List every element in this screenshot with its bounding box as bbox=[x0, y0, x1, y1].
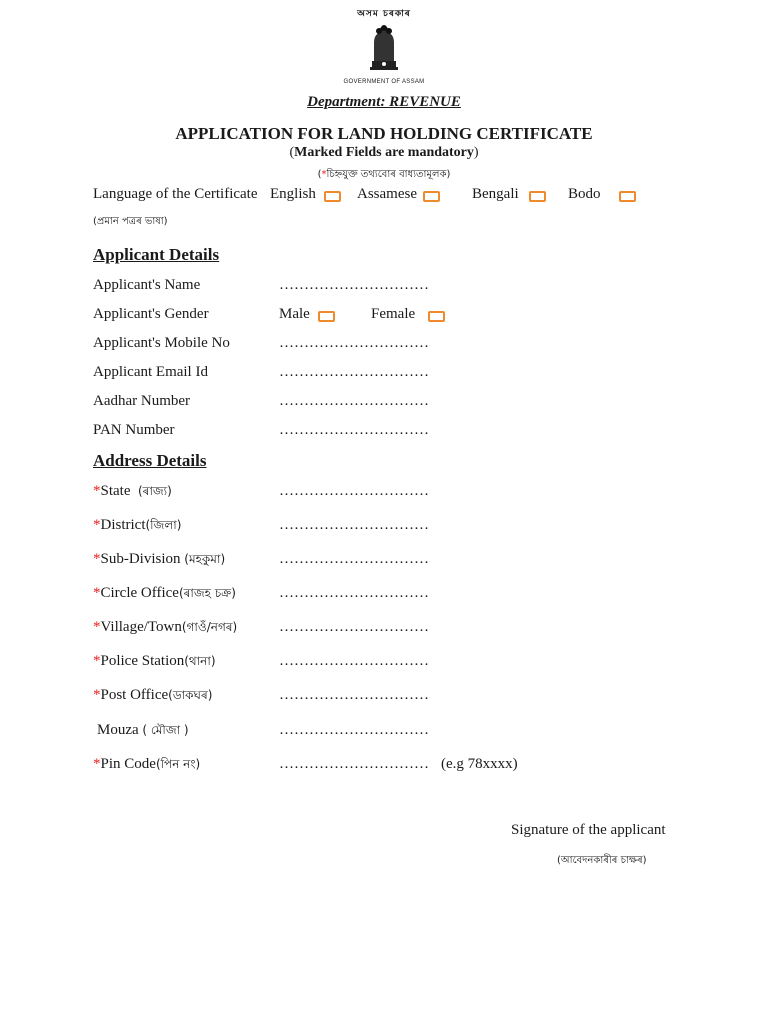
state-label-text: State bbox=[100, 483, 131, 499]
circle-office-label bbox=[93, 585, 236, 605]
mandatory-note-assamese bbox=[0, 167, 768, 184]
gender-female-checkbox[interactable] bbox=[428, 311, 445, 322]
sub-division-label-assamese: (মহকুমা) bbox=[184, 552, 226, 566]
department-heading: Department: REVENUE bbox=[307, 94, 461, 110]
applicant-mobile-label: Applicant's Mobile No bbox=[93, 335, 230, 351]
applicant-gender-label: Applicant's Gender bbox=[93, 306, 209, 322]
mouza-label-assamese: ( মৌজা ) bbox=[142, 723, 189, 737]
language-option-english: English bbox=[270, 186, 316, 202]
village-town-label-assamese: (গাওঁ/নগৰ) bbox=[181, 620, 238, 634]
village-town-label bbox=[93, 619, 237, 639]
state-label bbox=[93, 483, 172, 503]
pin-code-label-text: Pin Code bbox=[100, 756, 156, 772]
address-details-heading: Address Details bbox=[93, 451, 207, 470]
district-field[interactable]: ………………………… bbox=[279, 517, 429, 533]
required-star: * bbox=[93, 756, 101, 772]
signature-label-assamese: (আবেদনকাৰীৰ চাক্ষৰ) bbox=[557, 855, 647, 866]
required-star: * bbox=[93, 687, 101, 703]
language-option-bodo: Bodo bbox=[568, 186, 601, 202]
gender-option-male: Male bbox=[279, 306, 310, 322]
mandatory-open-paren: ( bbox=[289, 145, 295, 160]
post-office-label-assamese: (ডাকঘৰ) bbox=[168, 688, 213, 702]
sub-division-field[interactable]: ………………………… bbox=[279, 551, 429, 567]
required-star: * bbox=[321, 169, 327, 180]
village-town-label-text: Village/Town bbox=[100, 619, 182, 635]
police-station-label-assamese: (থানা) bbox=[184, 654, 216, 668]
applicant-name-field[interactable]: ………………………… bbox=[279, 277, 429, 293]
mouza-label bbox=[97, 722, 189, 742]
aadhar-number-field[interactable]: ………………………… bbox=[279, 393, 429, 409]
sub-division-label bbox=[93, 551, 225, 571]
aadhar-number-label: Aadhar Number bbox=[93, 393, 191, 409]
pin-code-hint: (e.g 78xxxx) bbox=[441, 756, 518, 772]
applicant-email-label: Applicant Email Id bbox=[93, 364, 208, 380]
mouza-field[interactable]: ………………………… bbox=[279, 722, 429, 738]
mandatory-as-open-paren: ( bbox=[317, 169, 322, 180]
required-star: * bbox=[93, 585, 101, 601]
circle-office-label-assamese: (ৰাজহ চক্ৰ) bbox=[178, 586, 236, 600]
language-label: Language of the Certificate bbox=[93, 186, 258, 202]
circle-office-label-text: Circle Office bbox=[100, 585, 179, 601]
government-emblem bbox=[340, 6, 428, 85]
mandatory-as-text: চিহ্নযুক্ত তথ্যবোৰ বাধ্যতামূলক bbox=[326, 169, 447, 180]
required-star: * bbox=[93, 653, 101, 669]
language-option-assamese: Assamese bbox=[357, 186, 417, 202]
police-station-label bbox=[93, 653, 216, 673]
pan-number-field[interactable]: ………………………… bbox=[279, 422, 429, 438]
applicant-name-label: Applicant's Name bbox=[93, 277, 201, 293]
post-office-label bbox=[93, 687, 212, 707]
national-emblem-icon bbox=[364, 21, 404, 73]
language-label-assamese: (প্ৰমান পত্ৰৰ ভাষা) bbox=[93, 216, 168, 227]
emblem-top-text: অসম চৰকাৰ bbox=[357, 9, 411, 19]
circle-office-field[interactable]: ………………………… bbox=[279, 585, 429, 601]
required-star: * bbox=[93, 619, 101, 635]
state-field[interactable]: ………………………… bbox=[279, 483, 429, 499]
post-office-field[interactable]: ………………………… bbox=[279, 687, 429, 703]
district-label-assamese: (জিলা) bbox=[145, 518, 182, 532]
language-bodo-checkbox[interactable] bbox=[619, 191, 636, 202]
applicant-mobile-field[interactable]: ………………………… bbox=[279, 335, 429, 351]
language-bengali-checkbox[interactable] bbox=[529, 191, 546, 202]
language-english-checkbox[interactable] bbox=[324, 191, 341, 202]
required-star: * bbox=[93, 517, 101, 533]
pan-number-label: PAN Number bbox=[93, 422, 175, 438]
applicant-email-field[interactable]: ………………………… bbox=[279, 364, 429, 380]
mouza-label-text: Mouza bbox=[97, 722, 139, 738]
mandatory-close-paren: ) bbox=[473, 145, 479, 160]
post-office-label-text: Post Office bbox=[100, 687, 169, 703]
required-star: * bbox=[93, 483, 101, 499]
language-row bbox=[93, 186, 258, 203]
signature-label: Signature of the applicant bbox=[511, 822, 666, 838]
gender-male-checkbox[interactable] bbox=[318, 311, 335, 322]
police-station-field[interactable]: ………………………… bbox=[279, 653, 429, 669]
mandatory-note bbox=[0, 145, 768, 161]
pin-code-label-assamese: (পিন নং) bbox=[155, 757, 201, 771]
sub-division-label-text: Sub-Division bbox=[100, 551, 181, 567]
gender-option-female: Female bbox=[371, 306, 416, 322]
police-station-label-text: Police Station bbox=[100, 653, 185, 669]
applicant-details-heading: Applicant Details bbox=[93, 245, 220, 264]
pin-code-label bbox=[93, 756, 200, 776]
required-star: * bbox=[93, 551, 101, 567]
pin-code-field[interactable]: ………………………… bbox=[279, 756, 429, 772]
form-title: APPLICATION FOR LAND HOLDING CERTIFICATE bbox=[175, 124, 593, 143]
language-assamese-checkbox[interactable] bbox=[423, 191, 440, 202]
district-label-text: District bbox=[100, 517, 146, 533]
emblem-government-text: GOVERNMENT OF ASSAM bbox=[343, 79, 425, 85]
mandatory-as-close-paren: ) bbox=[446, 169, 451, 180]
district-label bbox=[93, 517, 181, 537]
language-option-bengali: Bengali bbox=[472, 186, 519, 202]
state-label-assamese: (ৰাজ্য) bbox=[138, 484, 172, 498]
mandatory-note-text: Marked Fields are mandatory bbox=[294, 145, 474, 160]
village-town-field[interactable]: ………………………… bbox=[279, 619, 429, 635]
